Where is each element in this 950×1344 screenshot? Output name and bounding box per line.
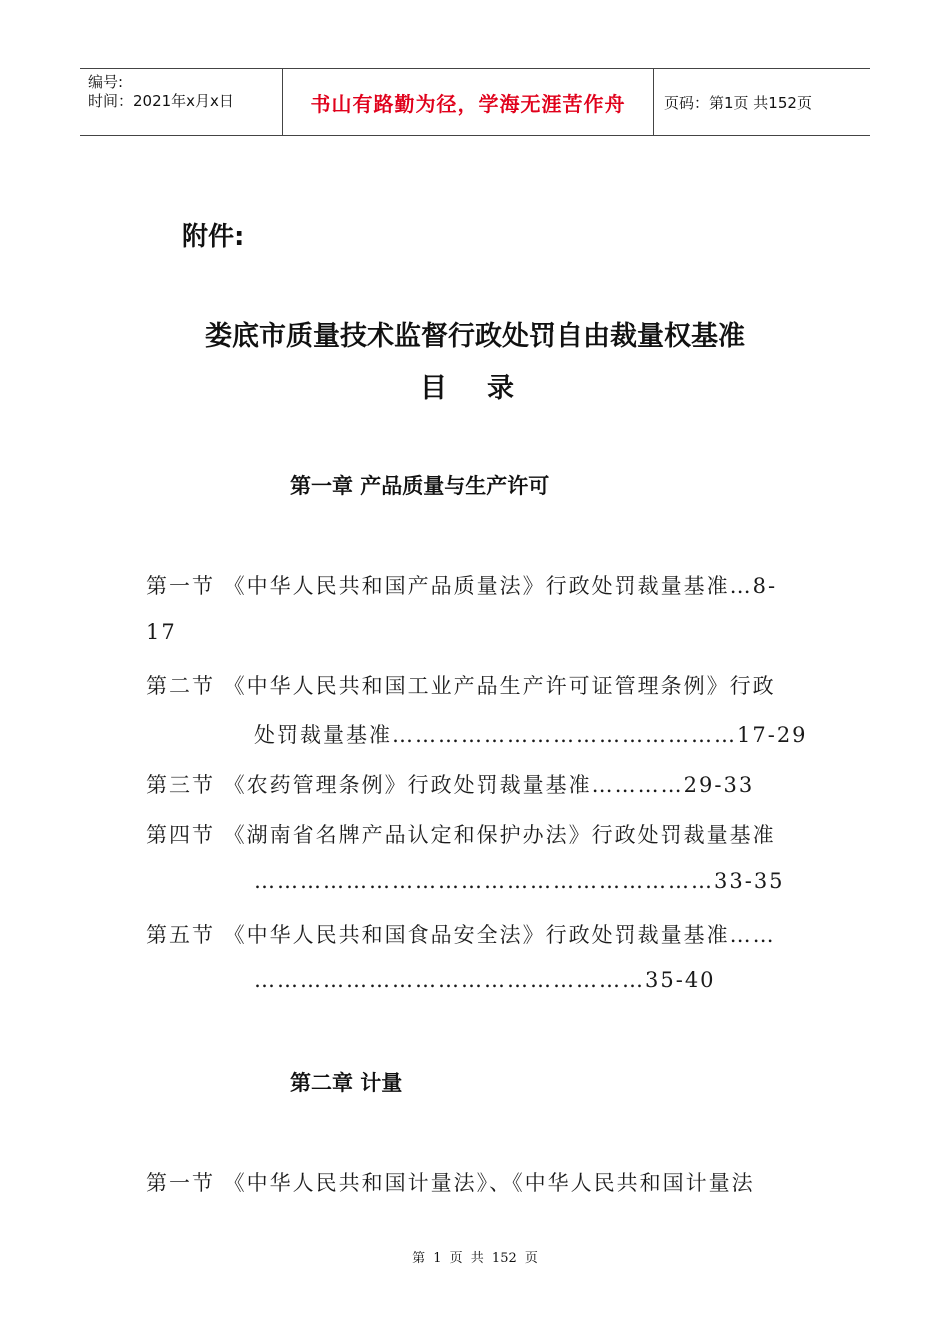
toc-entry-1-1: 第一节 《中华人民共和国产品质量法》行政处罚裁量基准…8- — [146, 574, 778, 598]
toc-entry-1-2-cont: 处罚裁量基准………………………………………17-29 — [254, 723, 808, 747]
attachment-label: 附件: — [182, 222, 245, 252]
header-motto: 书山有路勤为径，学海无涯苦作舟 — [282, 69, 654, 135]
page-footer: 第 1 页 共 152 页 — [412, 1251, 538, 1266]
toc-entry-1-4-cont: ……………………………………………………33-35 — [254, 869, 785, 893]
document-title: 娄底市质量技术监督行政处罚自由裁量权基准 — [205, 321, 745, 352]
toc-entry-1-1-cont: 17 — [146, 620, 177, 644]
toc-entry-1-5-cont: ……………………………………………35-40 — [254, 968, 716, 992]
chapter-1-heading: 第一章 产品质量与生产许可 — [290, 474, 550, 498]
document-time-label: 时间：2021年x月x日 — [88, 92, 234, 110]
toc-entry-1-5: 第五节 《中华人民共和国食品安全法》行政处罚裁量基准…… — [146, 923, 776, 947]
header-meta — [80, 69, 282, 135]
toc-entry-2-1: 第一节 《中华人民共和国计量法》、《中华人民共和国计量法 — [146, 1171, 755, 1195]
toc-title: 目录 — [420, 373, 554, 404]
toc-entry-1-2: 第二节 《中华人民共和国工业产品生产许可证管理条例》行政 — [146, 674, 776, 698]
header-page-number: 页码：第1页 共152页 — [664, 93, 812, 112]
chapter-2-heading: 第二章 计量 — [290, 1071, 403, 1095]
document-number-label: 编号: — [88, 73, 124, 91]
toc-entry-1-3: 第三节 《农药管理条例》行政处罚裁量基准…………29-33 — [146, 773, 755, 797]
page-header — [80, 68, 870, 136]
toc-entry-1-4: 第四节 《湖南省名牌产品认定和保护办法》行政处罚裁量基准 — [146, 823, 776, 847]
